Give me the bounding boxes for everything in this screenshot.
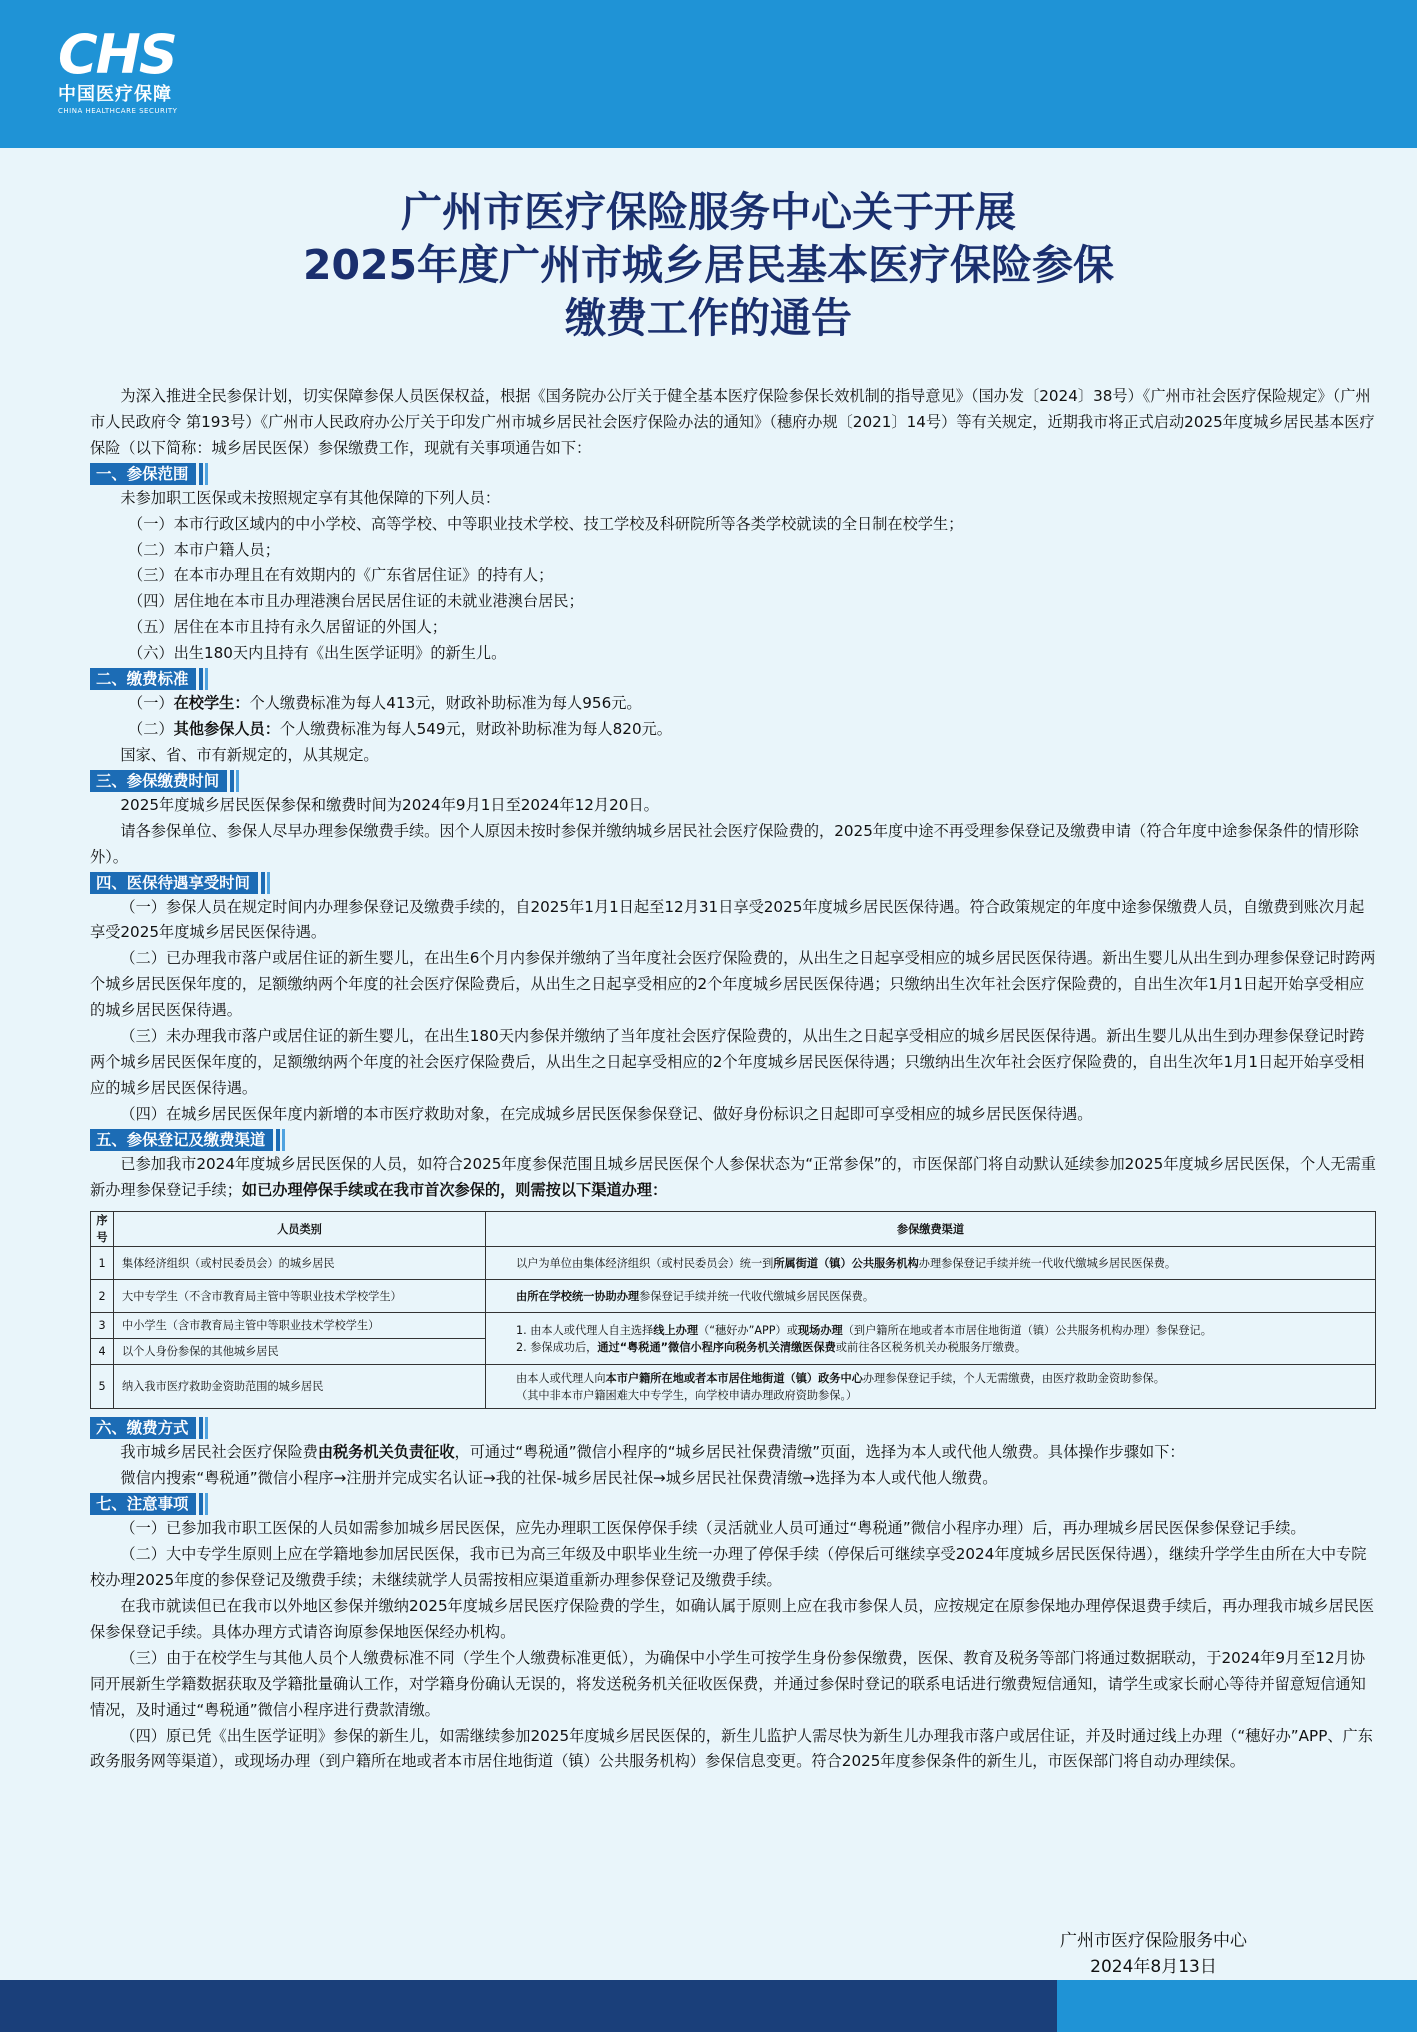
footer-bar	[0, 1980, 1417, 2032]
section-heading-7	[90, 1493, 1376, 1515]
document-title	[0, 186, 1417, 345]
channel-text: 参保登记手续并统一代收代缴城乡居民医保费。	[639, 1289, 875, 1303]
channel-text: （到户籍所在地或者本市居住地街道（镇）公共服务机构办理）参保登记。	[842, 1323, 1212, 1337]
channel-text: 或前往各区税务机关办税服务厅缴费。	[835, 1340, 1027, 1354]
s1-item-5: （五）居住在本市且持有永久居留证的外国人；	[128, 618, 447, 637]
s7-paragraph-5: （四）原已凭《出生医学证明》参保的新生儿，如需继续参加2025年度城乡居民医保的，新生儿监护人需尽快为新生儿办理我市落户或居住证，并及时通过线上办理（“穗好办”APP、广东政务服务网等渠道），或现场办理（到户籍所在地或者本市居住地街道（镇）公共服务机构）参保信息变更。符合2025年度参保条件的新生儿，市医保部门将自动办理续保。	[90, 1726, 1373, 1771]
table-row	[91, 1247, 1376, 1280]
s2-item-2	[90, 717, 1376, 743]
s1-item-1: （一）本市行政区域内的中小学校、高等学校、中等职业技术学校、技工学校及科研院所等各类学校就读的全日制在校学生；	[128, 514, 964, 533]
header-no: 序号	[91, 1212, 114, 1247]
heading-stripe	[236, 770, 239, 792]
row-no: 3	[91, 1313, 114, 1339]
s6-paragraph-1	[90, 1440, 1376, 1466]
channel-text: 2. 参保成功后，	[516, 1340, 598, 1354]
heading-stripe	[199, 1493, 203, 1515]
row-channel	[486, 1247, 1376, 1280]
channel-bold: 线上办理	[653, 1323, 699, 1337]
signature-block	[1060, 1928, 1247, 1980]
s6-text: ，可通过“粤税通”微信小程序的“城乡居民社保费清缴”页面，选择为本人或代他人缴费。具体操作步骤如下：	[454, 1443, 1185, 1462]
row-channel-merged	[486, 1313, 1376, 1365]
row-category: 中小学生（含市教育局主管中等职业技术学校学生）	[114, 1313, 486, 1339]
channel-text: 办理参保登记手续并统一代收代缴城乡居民医保费。	[918, 1256, 1177, 1270]
table-header-row	[91, 1212, 1376, 1247]
heading-stripe	[205, 1493, 208, 1515]
table-row	[91, 1280, 1376, 1313]
title-line-2: 2025年度广州市城乡居民基本医疗保险参保	[302, 241, 1115, 289]
document-body	[90, 384, 1376, 1775]
s2-item-1	[90, 691, 1376, 717]
header-category: 人员类别	[114, 1212, 486, 1247]
section-heading-4	[90, 872, 1376, 894]
s5-paragraph-bold: 如已办理停保手续或在我市首次参保的，则需按以下渠道办理：	[241, 1180, 668, 1199]
heading-stripe	[230, 770, 234, 792]
row-category: 集体经济组织（或村民委员会）的城乡居民	[114, 1247, 486, 1280]
table-row	[91, 1313, 1376, 1339]
channel-step-2	[516, 1339, 1367, 1356]
section-heading-2	[90, 668, 1376, 690]
channel-bold: 由所在学校统一协助办理	[516, 1289, 640, 1303]
section-1-label: 一、参保范围	[90, 463, 196, 485]
section-heading-6	[90, 1417, 1376, 1439]
heading-stripe	[205, 668, 208, 690]
row-category: 以个人身份参保的其他城乡居民	[114, 1339, 486, 1365]
section-4-label: 四、医保待遇享受时间	[90, 872, 258, 894]
channel-bold: 通过“粤税通”微信小程序向税务机关清缴医保费	[597, 1340, 836, 1354]
s5-paragraph-text: 已参加我市2024年度城乡居民医保的人员，如符合2025年度参保范围且城乡居民医保个人参保状态为“正常参保”的，市医保部门将自动默认延续参加2025年度城乡居民医保，个人无需重新办理参保登记手续；	[90, 1154, 1376, 1199]
heading-stripe	[205, 463, 208, 485]
header-channel: 参保缴费渠道	[486, 1212, 1376, 1247]
heading-stripe	[267, 872, 270, 894]
logo-chinese-text: 中国医疗保障	[58, 84, 172, 105]
section-2-label: 二、缴费标准	[90, 668, 196, 690]
section-heading-1	[90, 463, 1376, 485]
heading-stripe	[261, 872, 265, 894]
s6-bold: 由税务机关负责征收	[317, 1443, 455, 1462]
row-no: 2	[91, 1280, 114, 1313]
channel-step-1	[516, 1322, 1367, 1339]
signature-date: 2024年8月13日	[1090, 1957, 1217, 1977]
footer-accent	[1057, 1980, 1417, 2032]
channel-bold: 现场办理	[797, 1323, 843, 1337]
section-5-label: 五、参保登记及缴费渠道	[90, 1129, 273, 1151]
row-category: 纳入我市医疗救助金资助范围的城乡居民	[114, 1365, 486, 1409]
s3-paragraph-2: 请各参保单位、参保人尽早办理参保缴费手续。因个人原因未按时参保并缴纳城乡居民社会医疗保险费的，2025年度中途不再受理参保登记及缴费申请（符合年度中途参保条件的情形除外）。	[90, 821, 1359, 866]
s4-paragraph-3: （三）未办理我市落户或居住证的新生婴儿，在出生180天内参保并缴纳了当年度社会医疗保险费的，从出生之日起享受相应的城乡居民医保待遇。新出生婴儿从出生到办理参保登记时跨两个城乡居民医保年度的，足额缴纳两个年度的社会医疗保险费后，从出生之日起享受相应的2个年度城乡居民医保待遇；只缴纳出生次年社会医疗保险费的，自出生次年1月1日起开始享受相应的城乡居民医保待遇。	[90, 1027, 1365, 1097]
section-3-label: 三、参保缴费时间	[90, 770, 227, 792]
s3-paragraph-1: 2025年度城乡居民医保参保和缴费时间为2024年9月1日至2024年12月20日。	[120, 795, 659, 814]
s7-paragraph-2: （二）大中专学生原则上应在学籍地参加居民医保，我市已为高三年级及中职毕业生统一办理了停保手续（停保后可继续享受2024年度城乡居民医保待遇），继续升学学生由所在大中专院校办理2025年度的参保登记及缴费手续；未继续就学人员需按相应渠道重新办理参保登记及缴费手续。	[90, 1545, 1367, 1590]
header-bar	[0, 0, 1417, 148]
heading-stripe	[276, 1129, 280, 1151]
heading-stripe	[282, 1129, 285, 1151]
row-channel	[486, 1280, 1376, 1313]
channel-text: 1. 由本人或代理人自主选择	[516, 1323, 654, 1337]
channel-table	[90, 1211, 1376, 1409]
table-row	[91, 1365, 1376, 1409]
s7-paragraph-1: （一）已参加我市职工医保的人员如需参加城乡居民医保，应先办理职工医保停保手续（灵活就业人员可通过“粤税通”微信小程序办理）后，再办理城乡居民医保参保登记手续。	[120, 1519, 1306, 1538]
row-category: 大中专学生（不含市教育局主管中等职业技术学校学生）	[114, 1280, 486, 1313]
s1-item-3: （三）在本市办理且在有效期内的《广东省居住证》的持有人；	[128, 566, 554, 585]
row-no: 1	[91, 1247, 114, 1280]
s5-paragraph-1	[90, 1152, 1376, 1204]
logo-mark: CHS	[58, 23, 176, 86]
heading-stripe	[199, 463, 203, 485]
s7-paragraph-4: （三）由于在校学生与其他人员个人缴费标准不同（学生个人缴费标准更低），为确保中小学生可按学生身份参保缴费，医保、教育及税务等部门将通过数据联动，于2024年9月至12月协同开展新生学籍数据获取及学籍批量确认工作，对学籍身份确认无误的，将发送税务机关征收医保费，并通过参保时登记的联系电话进行缴费短信通知，请学生或家长耐心等待并留意短信通知情况，及时通过“粤税通”微信小程序进行费款清缴。	[90, 1648, 1366, 1719]
section-heading-3	[90, 770, 1376, 792]
heading-stripe	[199, 1417, 203, 1439]
section-6-label: 六、缴费方式	[90, 1417, 196, 1439]
section-heading-5	[90, 1129, 1376, 1151]
title-line-3: 缴费工作的通告	[565, 294, 852, 342]
s2-item-1-bold: 在校学生：	[173, 694, 250, 713]
s4-paragraph-2: （二）已办理我市落户或居住证的新生婴儿，在出生6个月内参保并缴纳了当年度社会医疗保险费的，从出生之日起享受相应的城乡居民医保待遇。新出生婴儿从出生到办理参保登记时跨两个城乡居民医保年度的，足额缴纳两个年度的社会医疗保险费后，从出生之日起享受相应的2个年度城乡居民医保待遇；只缴纳出生次年社会医疗保险费的，自出生次年1月1日起开始享受相应的城乡居民医保待遇。	[90, 949, 1376, 1020]
row-channel	[486, 1365, 1376, 1409]
s2-item-1-text: 个人缴费标准为每人413元，财政补助标准为每人956元。	[249, 694, 642, 713]
row-no: 5	[91, 1365, 114, 1409]
s4-paragraph-1: （一）参保人员在规定时间内办理参保登记及缴费手续的，自2025年1月1日起至12月31日享受2025年度城乡居民医保待遇。符合政策规定的年度中途参保缴费人员，自缴费到账次月起享受2025年度城乡居民医保待遇。	[90, 897, 1365, 942]
s2-item-2-prefix: （二）	[128, 719, 174, 738]
s1-item-2: （二）本市户籍人员；	[128, 540, 280, 559]
s2-item-1-prefix: （一）	[128, 694, 174, 713]
channel-bold: 所属街道（镇）公共服务机构	[773, 1256, 919, 1270]
s2-note: 国家、省、市有新规定的，从其规定。	[120, 745, 379, 764]
s2-item-2-text: 个人缴费标准为每人549元，财政补助标准为每人820元。	[279, 719, 672, 738]
s6-paragraph-2: 微信内搜索“粤税通”微信小程序→注册并完成实名认证→我的社保-城乡居民社保→城乡居民社保费清缴→选择为本人或代他人缴费。	[120, 1469, 998, 1488]
s4-paragraph-4: （四）在城乡居民医保年度内新增的本市医疗救助对象，在完成城乡居民医保参保登记、做好身份标识之日起即可享受相应的城乡居民医保待遇。	[120, 1104, 1093, 1123]
signature-org: 广州市医疗保险服务中心	[1060, 1931, 1247, 1951]
s6-text: 我市城乡居民社会医疗保险费	[120, 1443, 318, 1462]
channel-line	[516, 1370, 1367, 1387]
intro-paragraph: 为深入推进全民参保计划，切实保障参保人员医保权益，根据《国务院办公厅关于健全基本医疗保险参保长效机制的指导意见》（国办发〔2024〕38号）《广州市社会医疗保险规定》（广州市人民政府令 第193号）《广州市人民政府办公厅关于印发广州市城乡居民社会医疗保险办法的通知》（穗府办规〔2021〕14号）等有关规定，近期我市将正式启动2025年度城乡居民基本医疗保险（以下简称：城乡居民医保）参保缴费工作，现就有关事项通告如下：	[90, 387, 1375, 457]
channel-bold: 本市户籍所在地或者本市居住地街道（镇）政务中心	[605, 1371, 863, 1385]
channel-note: （其中非本市户籍困难大中专学生，向学校申请办理政府资助参保。）	[516, 1388, 858, 1402]
heading-stripe	[199, 668, 203, 690]
chs-logo	[58, 23, 228, 122]
channel-text: （“穗好办”APP）或	[698, 1323, 798, 1337]
channel-text: 由本人或代理人向	[516, 1371, 606, 1385]
channel-text: 以户为单位由集体经济组织（或村民委员会）统一到	[516, 1256, 774, 1270]
row-no: 4	[91, 1339, 114, 1365]
title-line-1: 广州市医疗保险服务中心关于开展	[401, 188, 1016, 236]
s1-lead: 未参加职工医保或未按照规定享有其他保障的下列人员：	[120, 488, 501, 507]
s2-item-2-bold: 其他参保人员：	[173, 719, 280, 738]
channel-text: 办理参保登记手续，个人无需缴费，由医疗救助金资助参保。	[862, 1371, 1165, 1385]
heading-stripe	[205, 1417, 208, 1439]
logo-english-text: CHINA HEALTHCARE SECURITY	[58, 107, 178, 115]
s1-item-4: （四）居住地在本市且办理港澳台居民居住证的未就业港澳台居民；	[128, 592, 584, 611]
section-7-label: 七、注意事项	[90, 1493, 196, 1515]
s1-item-6: （六）出生180天内且持有《出生医学证明》的新生儿。	[128, 644, 507, 663]
s7-paragraph-3: 在我市就读但已在我市以外地区参保并缴纳2025年度城乡居民医疗保险费的学生，如确认属于原则上应在我市参保人员，应按规定在原参保地办理停保退费手续后，再办理我市城乡居民医保参保登记手续。具体办理方式请咨询原参保地医保经办机构。	[90, 1597, 1375, 1641]
